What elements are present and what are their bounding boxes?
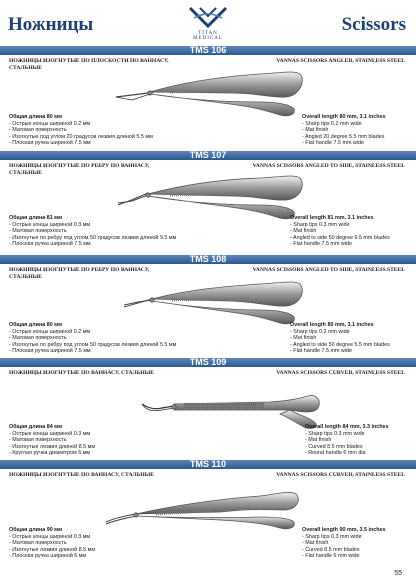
spec-line-en: - Sharp tips 0.2 mm wide — [290, 328, 350, 335]
spec-line-en: - Angled to side 50 degree 9.5 mm blades — [290, 234, 390, 241]
spec-line-ru: - Плоская ручка шириной 7.5 мм — [9, 140, 91, 146]
logo-wordmark: TITAN MEDICAL — [193, 31, 223, 41]
spec-line-ru: - Острые концы шириной 0.3 мм — [9, 221, 91, 228]
product-heading-en: VANNAS SCISSORS ANGLED TO SIDE, STAINLESS STEEL — [252, 267, 405, 273]
spec-line-ru: - Плоская ручка шириной 6 мм — [9, 553, 87, 559]
overall-length-en: Overall length 80 mm, 3.1 inches — [290, 322, 374, 328]
specs-en — [290, 215, 390, 248]
product-tms-108 — [0, 255, 416, 357]
spec-line-ru: - Изогнутые под углом 20 градусов лезвия длиной 5.5 мм — [9, 133, 153, 140]
product-tms-110 — [0, 460, 416, 568]
spec-line-ru: - Острые концы шириной 0.3 мм — [9, 430, 91, 437]
product-heading-en: VANNAS SCISSORS CURVED, STAINLESS STEEL — [276, 370, 405, 376]
product-code: TMS 109 — [189, 357, 227, 367]
spec-line-ru: - Острые концы шириной 0.2 мм — [9, 328, 91, 335]
overall-length-ru: Общая длина 84 мм — [9, 424, 63, 430]
spec-line-ru: - Острые концы шириной 0.2 мм — [9, 120, 91, 127]
spec-line-ru: - Изогнутые лезвия длиной 8.5 мм — [9, 546, 96, 553]
product-tms-107 — [0, 151, 416, 253]
product-code: TMS 106 — [189, 45, 227, 55]
specs-en — [302, 527, 386, 560]
spec-line-en: - Sharp tips 0.3 mm wide — [305, 430, 365, 437]
overall-length-en: Overall length 84 mm, 3.3 inches — [305, 424, 389, 430]
specs-ru — [9, 527, 95, 560]
spec-line-ru: - Матовая поверхность — [9, 437, 67, 443]
spec-line-ru: - Матовая поверхность — [9, 540, 67, 546]
spec-line-ru: - Матовая поверхность — [9, 335, 67, 341]
spec-line-ru: - Матовая поверхность — [9, 127, 67, 133]
product-heading-ru: НОЖНИЦЫ ИЗОГНУТЫЕ ПО ВАННАСУ, СТАЛЬНЫЕ — [9, 472, 154, 478]
page-title-ru: Ножницы — [8, 14, 94, 35]
spec-line-en: - Curved 8.5 mm blades — [302, 546, 360, 553]
spec-line-en: - Mat finish — [302, 127, 329, 133]
spec-line-ru: - Плоская ручка шириной 7.5 мм — [9, 348, 91, 354]
specs-ru — [9, 424, 95, 457]
spec-line-en: - Mat finish — [305, 437, 332, 443]
titan-medical-logo — [186, 4, 230, 44]
specs-en — [305, 424, 389, 457]
scissors-illustration — [100, 474, 310, 536]
overall-length-ru: Общая длина 80 мм — [9, 114, 63, 120]
page-header — [0, 0, 416, 46]
specs-en — [302, 114, 386, 147]
product-heading-ru: НОЖНИЦЫ ИЗОГНУТЫЕ ПО РЕБРУ ПО ВАННАСУ, СТАЛЬНЫЕ — [9, 267, 150, 280]
spec-line-en: - Round handle 6 mm dia — [305, 450, 366, 456]
spec-line-en: - Flat handle 6 mm wide — [302, 553, 360, 559]
spec-line-en: - Sharp tips 0.3 mm wide — [290, 221, 350, 228]
product-code: TMS 110 — [189, 459, 227, 469]
spec-line-en: - Flat handle 7.5 mm wide — [290, 241, 353, 247]
overall-length-ru: Общая длина 81 мм — [9, 215, 63, 221]
overall-length-ru: Общая длина 90 мм — [9, 527, 63, 533]
spec-line-en: - Flat handle 7.5 mm wide — [302, 140, 365, 146]
scissors-illustration — [140, 372, 330, 434]
spec-line-en: - Curved 8.5 mm blades — [305, 443, 363, 450]
spec-line-ru: - Матовая поверхность — [9, 228, 67, 234]
spec-line-ru: - Круглая ручка диаметром 6 мм — [9, 450, 91, 456]
product-heading-ru: НОЖНИЦЫ ИЗОГНУТЫЕ ПО ПЛОСКОСТИ ПО ВАННАСУ, СТАЛЬНЫЕ — [9, 58, 169, 71]
product-heading-ru: НОЖНИЦЫ ИЗОГНУТЫЕ ПО РЕБРУ ПО ВАННАСУ, СТАЛЬНЫЕ — [9, 163, 150, 176]
spec-line-en: - Angled 20 degree 5.5 mm blades — [302, 133, 385, 140]
spec-line-en: - Flat handle 7.5 mm wide — [290, 348, 353, 354]
page-number: 55 — [394, 570, 402, 577]
page-title-en: Scissors — [341, 14, 406, 35]
specs-en — [290, 322, 390, 355]
overall-length-en: Overall length 90 mm, 3.5 inches — [302, 527, 386, 533]
overall-length-en: Overall length 81 mm, 3.1 inches — [290, 215, 374, 221]
spec-line-ru: - Изогнутые лезвия длиной 8.5 мм — [9, 443, 96, 450]
scissors-illustration — [110, 60, 310, 122]
specs-ru — [9, 215, 176, 248]
specs-ru — [9, 322, 176, 355]
spec-line-ru: - Изогнутые по ребру под углом 50 градусов лезвия длиной 9.5 мм — [9, 234, 177, 241]
overall-length-en: Overall length 80 mm, 3.1 inches — [302, 114, 386, 120]
product-tms-106 — [0, 46, 416, 148]
spec-line-ru: - Плоская ручка шириной 7.5 мм — [9, 241, 91, 247]
product-heading-ru: НОЖНИЦЫ ИЗОГНУТЫЕ ПО ВАННАСУ, СТАЛЬНЫЕ — [9, 370, 154, 376]
product-tms-109 — [0, 358, 416, 460]
product-code: TMS 107 — [189, 150, 227, 160]
product-heading-en: VANNAS SCISSORS ANGLED TO SIDE, STAINLESS STEEL — [252, 163, 405, 169]
product-heading-en: VANNAS SCISSORS ANGLED, STAINLESS STEEL — [276, 58, 405, 64]
spec-line-ru: - Изогнутые по ребру под углом 50 градусов лезвия длиной 5.5 мм — [9, 341, 177, 348]
product-heading-en: VANNAS SCISSORS CURVED, STAINLESS STEEL — [276, 472, 405, 478]
spec-line-en: - Mat finish — [290, 228, 317, 234]
product-code: TMS 108 — [189, 254, 227, 264]
spec-line-ru: - Острые концы шириной 0.3 мм — [9, 533, 91, 540]
specs-ru — [9, 114, 153, 147]
spec-line-en: - Angled to side 50 degree 5.5 mm blades — [290, 341, 390, 348]
spec-line-en: - Sharp tips 0.2 mm wide — [302, 120, 362, 127]
spec-line-en: - Mat finish — [302, 540, 329, 546]
overall-length-ru: Общая длина 80 мм — [9, 322, 63, 328]
spec-line-en: - Sharp tips 0.3 mm wide — [302, 533, 362, 540]
spec-line-en: - Mat finish — [290, 335, 317, 341]
